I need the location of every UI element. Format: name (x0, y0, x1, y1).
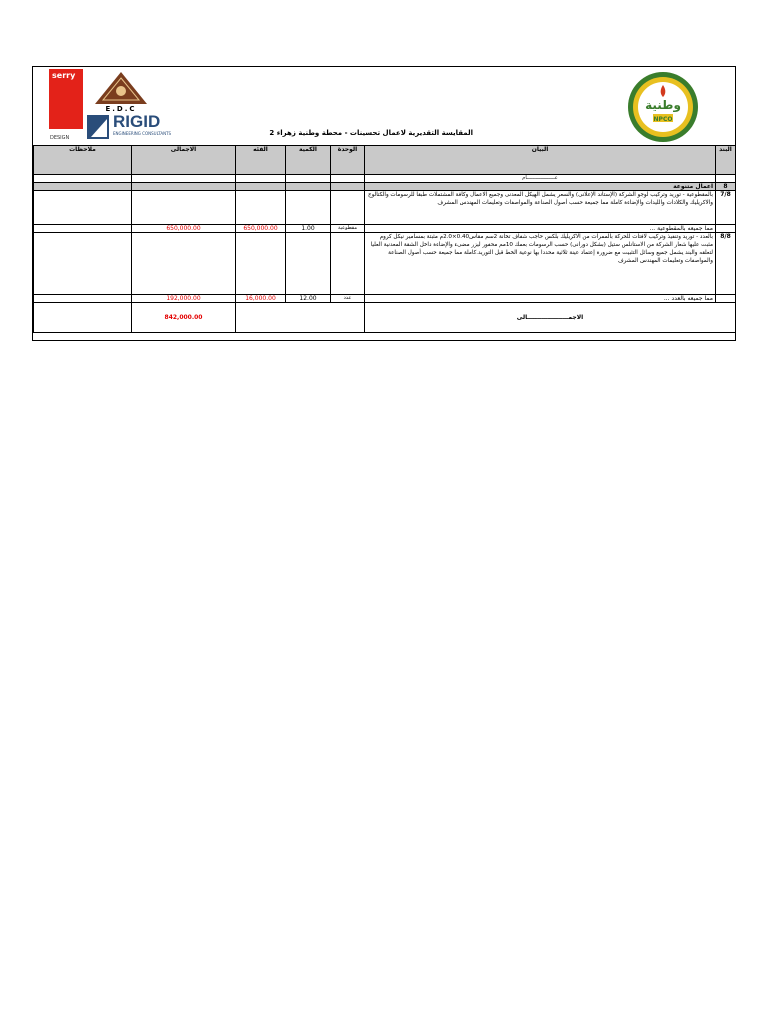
rigid-logo-subtext: ENGINEERING CONSULTANTS (113, 131, 172, 136)
item-8-8-total: 192,000.00 (132, 295, 236, 303)
item-row-8-8 (34, 233, 736, 295)
item-7-8-total: 650,000.00 (132, 225, 236, 233)
section-heading-row (34, 183, 736, 191)
item-8-8-unit: عدد (331, 295, 365, 303)
npco-logo-text: NPCO (653, 116, 673, 123)
item-7-8-unit: مقطوعية (331, 225, 365, 233)
item-7-8-summary: مما جميعه بالمقطوعية ... (365, 225, 716, 233)
column-header-row (34, 146, 736, 175)
item-8-8-summary-row (34, 295, 736, 303)
serry-logo-subtext: DESIGN (50, 135, 70, 141)
col-item-header: البند (716, 146, 736, 175)
col-notes-header: ملاحظات (34, 146, 132, 175)
edc-logo-text: E.D.C (105, 105, 137, 113)
section-title: اعمال متنوعة (365, 183, 716, 191)
item-8-8-price: 16,000.00 (236, 295, 286, 303)
col-description-header: البيان (365, 146, 716, 175)
col-total-header: الاجمالى (132, 146, 236, 175)
boq-table (33, 145, 736, 333)
item-8-8-summary: مما جميعه بالعدد ... (365, 295, 716, 303)
document-title: المقايسة التقديرية لاعمال تحسينات - محطة وطنية زهراء 2 (269, 129, 473, 137)
item-7-8-description: بالمقطوعية - توريد وتركيب لوجو الشركة (الإستاند الإعلانى) والسعر يشمل الهيكل المعدنى وجميع الاعمال وكافة المشتملات طبقا للرسومات والكتالوج والاكريليك والكلادات والليدات والإضاءة كاملة مما جميعة حسب أصول الصناعة والمواصفات وتعليمات المهندس المشرف (365, 191, 716, 225)
grand-total-value: 842,000.00 (132, 303, 236, 333)
col-price-header: الفئه (236, 146, 286, 175)
item-7-8-quantity: 1.00 (286, 225, 331, 233)
section-number: 8 (716, 183, 736, 191)
rigid-logo-text: RIGID (113, 112, 161, 131)
grand-total-row (34, 303, 736, 333)
item-row-7-8 (34, 191, 736, 225)
item-8-8-quantity: 12.00 (286, 295, 331, 303)
boq-sheet (32, 66, 736, 341)
item-7-8-price: 650,000.00 (236, 225, 286, 233)
section-spacer-row (34, 175, 736, 183)
item-7-8-summary-row (34, 225, 736, 233)
item-8-8-description: بالعدد - توريد وتنفيذ وتركيب لافتات للحركة بالممرات من الاكريليك بلكس حاجب شفاف تخانة 2سم مقاس0.40×2.0م مثبتة بمسامير نيكل كروم مثبت عليها شعار الشركة من الاستانلس ستيل (بشكل دورانى) حسب الرسومات بعمك 10مم محفور ليزر مضىء والإضاءة داخل الشقة المعدنية العليا لتعلقه والبند يشمل جميع وسائل التثبيت مع ضرورة إعتماد عينة ثلاثية محددا بها نوعية الخط قبل التوريد.كاملة مما جميعة حسب أصول الصناعة والمواصفات وتعليمات المهندس المشرف (365, 233, 716, 295)
col-quantity-header: الكمية (286, 146, 331, 175)
item-7-8-code: 7/8 (716, 191, 736, 225)
section-dashes: عـــــــــــــــــــام (365, 175, 716, 183)
sheet-header (33, 67, 735, 145)
col-unit-header: الوحدة (331, 146, 365, 175)
npco-logo-arabic: وطنية (645, 98, 681, 112)
serry-logo-text: serry (52, 71, 76, 80)
serry-logo (49, 69, 83, 143)
item-8-8-code: 8/8 (716, 233, 736, 295)
npco-logo (627, 71, 699, 143)
edc-logo (93, 71, 149, 105)
grand-total-label: الاجمــــــــــــــــــــالى (365, 303, 736, 333)
